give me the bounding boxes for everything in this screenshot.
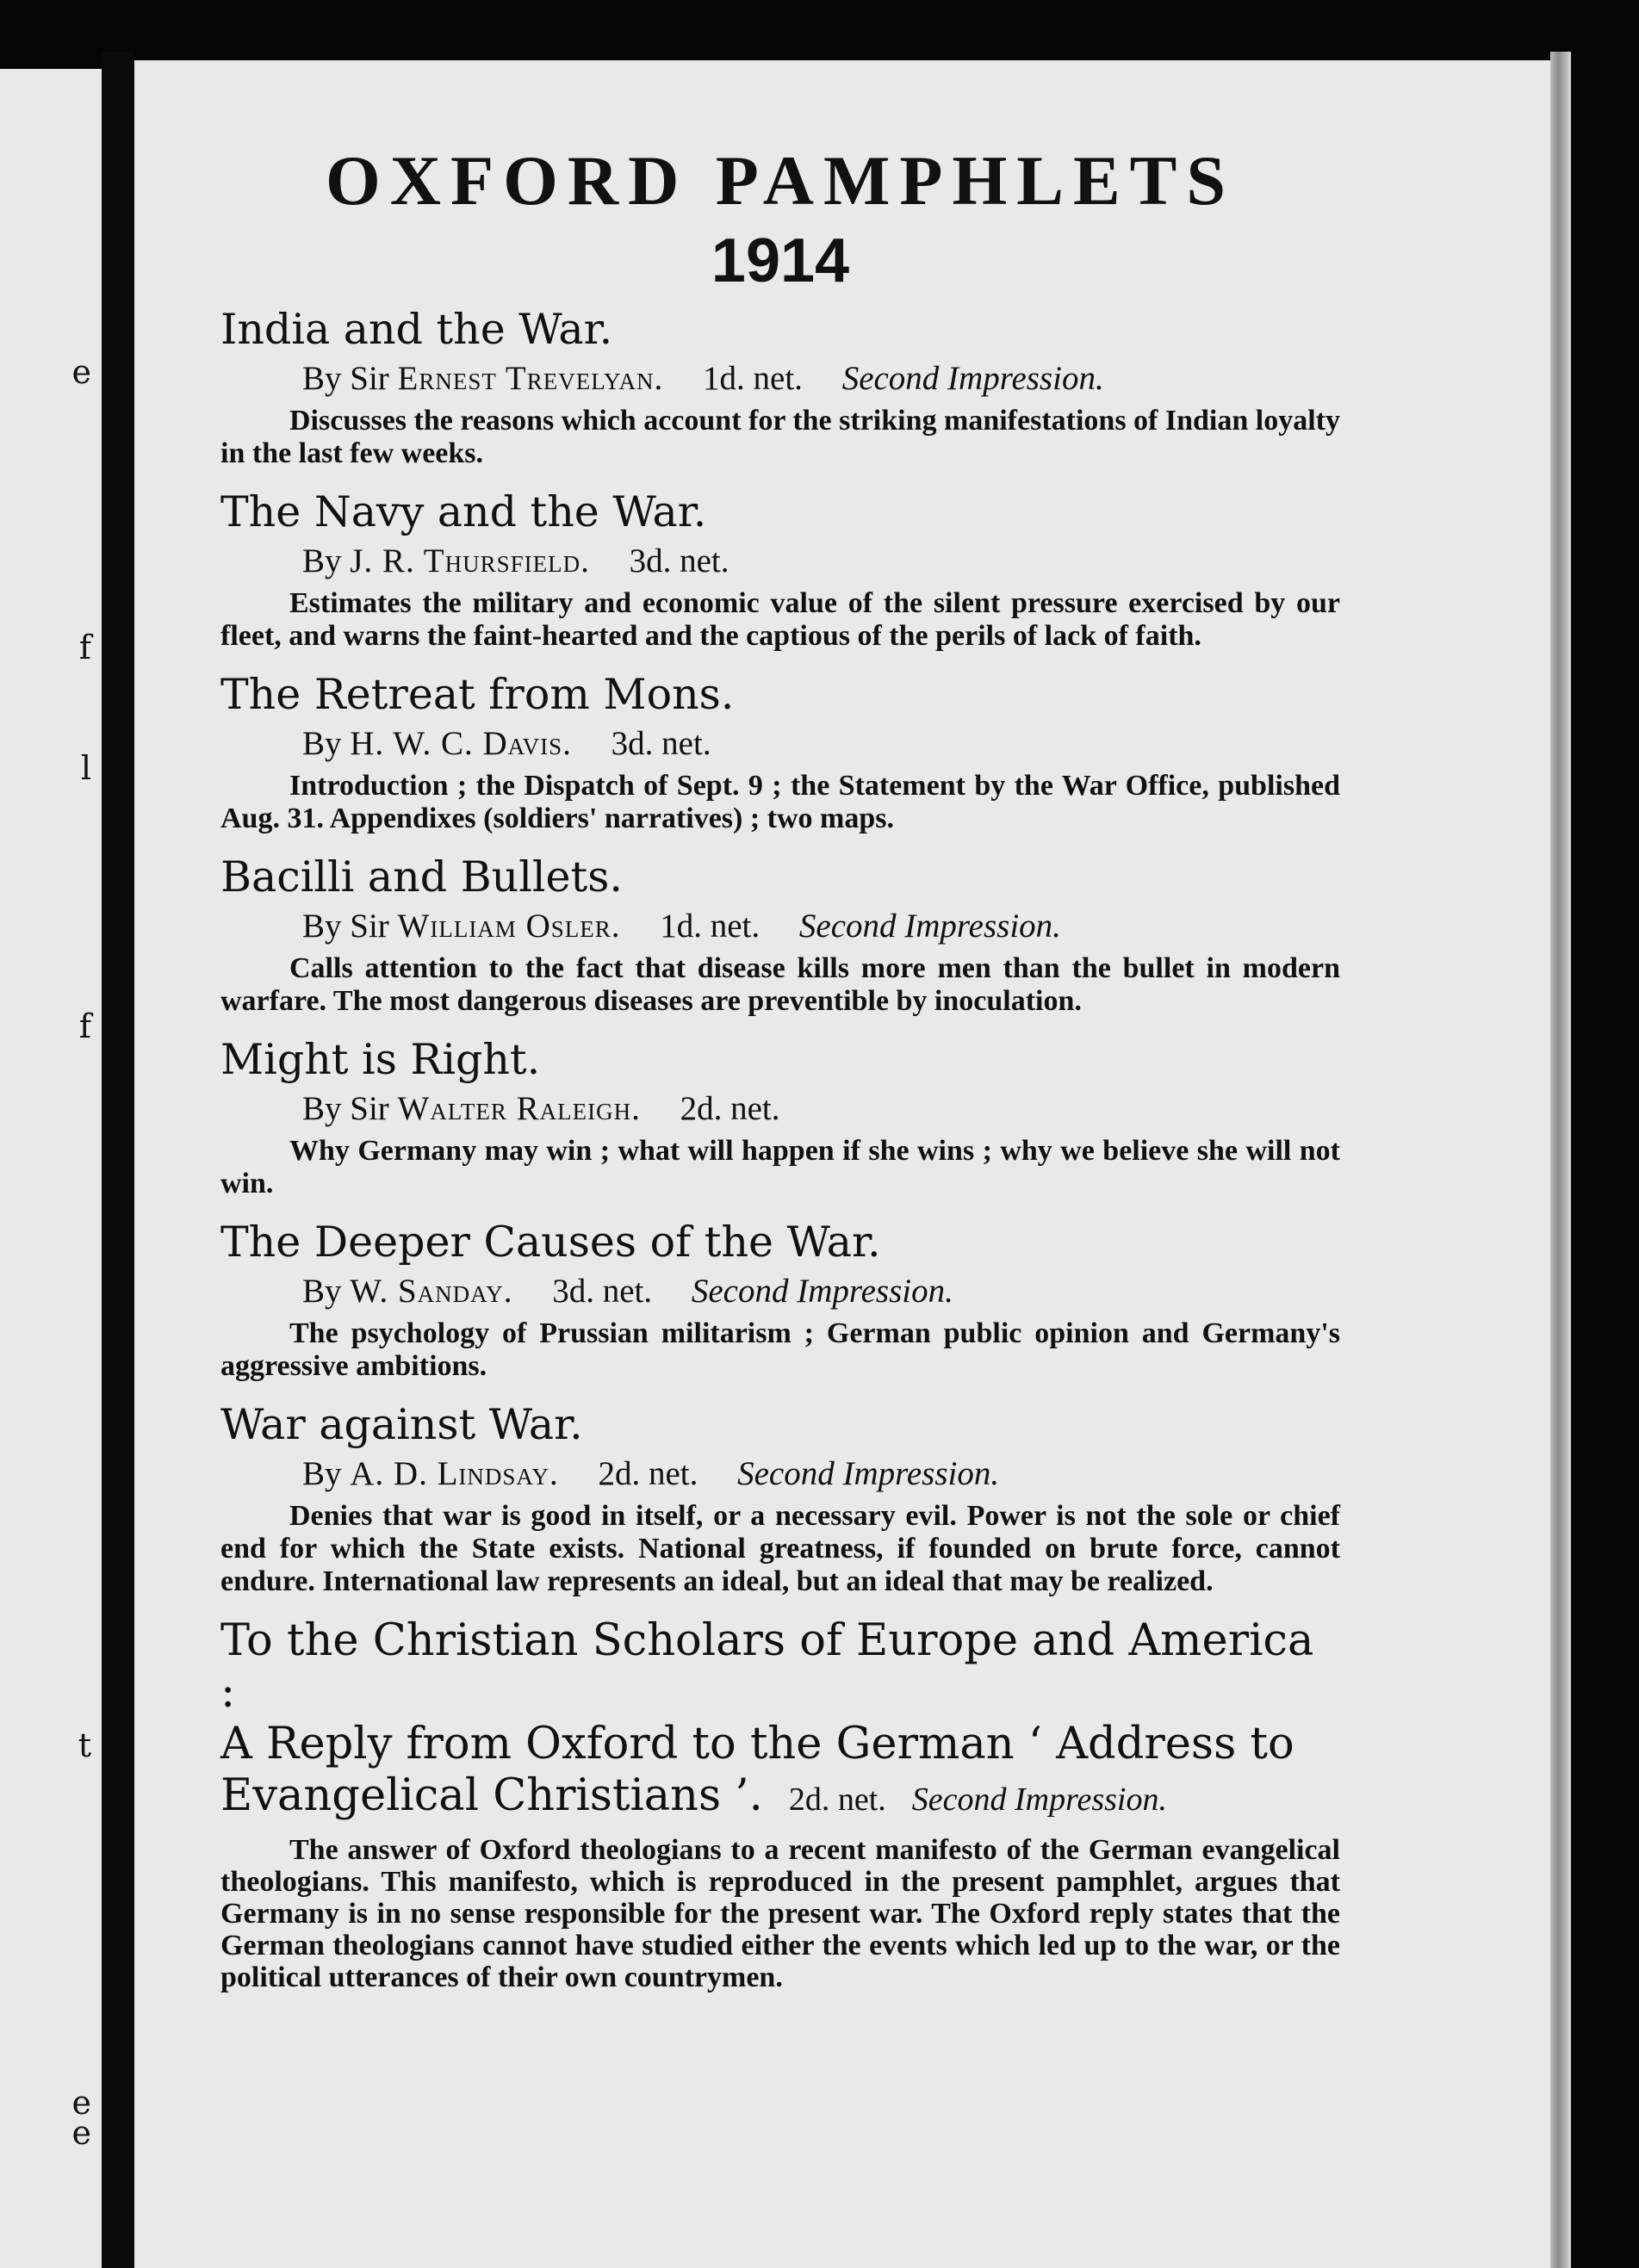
- pamphlet-page: [134, 60, 1561, 2268]
- pamphlet-author: W. Sanday.: [350, 1273, 513, 1310]
- pamphlet-entry: [220, 1035, 1340, 1200]
- book-gutter: [102, 52, 134, 2268]
- pamphlet-entry: [220, 670, 1340, 835]
- pamphlet-byline: [302, 723, 1340, 765]
- byline-prefix: By Sir: [302, 908, 389, 945]
- pamphlet-price: 3d. net.: [629, 542, 729, 579]
- pamphlet-description: Denies that war is good in itself, or a necessary evil. Power is not the sole or chief end for which the State exists. National greatness, if founded on brute force, cannot endure. International law represents an ideal, but an ideal that may be realized.: [220, 1500, 1340, 1597]
- pamphlet-author: A. D. Lindsay.: [350, 1455, 559, 1492]
- pamphlet-price: 3d. net.: [552, 1273, 653, 1310]
- pamphlet-description: Calls attention to the fact that disease kills more men than the bullet in modern warfare. The most dangerous diseases are preventible by inoculation.: [220, 952, 1340, 1017]
- margin-glyph: e: [71, 353, 91, 391]
- page-year: 1914: [711, 226, 850, 295]
- pamphlet-description: Introduction ; the Dispatch of Sept. 9 ; the Statement by the War Office, published Aug. 31. Appendixes (soldiers' narratives) ; two maps.: [220, 770, 1340, 834]
- margin-glyph: t: [78, 1726, 91, 1764]
- pamphlet-entry: [220, 487, 1340, 653]
- pamphlet-title-line: To the Christian Scholars of Europe and America :: [220, 1615, 1314, 1718]
- pamphlet-price: 2d. net.: [598, 1455, 698, 1492]
- pamphlet-impression: Second Impression.: [911, 1782, 1167, 1818]
- pamphlet-author: William Osler.: [397, 908, 621, 945]
- pamphlet-entry: [220, 305, 1340, 470]
- page-title: OXFORD PAMPHLETS: [326, 141, 1235, 220]
- page-edge: [1550, 52, 1571, 2268]
- pamphlet-price: 2d. net.: [788, 1782, 886, 1818]
- pamphlet-description: The psychology of Prussian militarism ; German public opinion and Germany's aggressive ambitions.: [220, 1317, 1340, 1382]
- margin-glyph: f: [78, 629, 91, 666]
- pamphlet-byline: [302, 541, 1340, 582]
- pamphlet-price: 2d. net.: [680, 1090, 780, 1127]
- pamphlet-entry: [220, 1400, 1340, 1598]
- pamphlet-author: J. R. Thursfield.: [350, 542, 590, 579]
- pamphlet-title-line: [220, 1770, 1340, 1825]
- pamphlet-title: Bacilli and Bullets.: [220, 852, 623, 902]
- facing-page-fragment: [0, 69, 102, 2268]
- pamphlet-byline: [302, 906, 1340, 947]
- pamphlet-title-line-text: Evangelical Christians ’.: [220, 1770, 763, 1821]
- pamphlet-price: 3d. net.: [611, 725, 711, 762]
- pamphlet-impression: Second Impression.: [841, 360, 1104, 397]
- pamphlet-title: The Navy and the War.: [220, 487, 707, 536]
- pamphlet-title: The Deeper Causes of the War.: [220, 1218, 881, 1267]
- margin-glyph: e: [71, 2084, 91, 2122]
- pamphlet-impression: Second Impression.: [798, 908, 1061, 945]
- byline-prefix: By Sir: [302, 360, 389, 397]
- byline-prefix: By: [302, 1455, 342, 1492]
- byline-prefix: By Sir: [302, 1090, 389, 1127]
- pamphlet-byline: [302, 1453, 1340, 1495]
- pamphlet-impression: Second Impression.: [691, 1273, 953, 1310]
- pamphlet-title: Might is Right.: [220, 1035, 541, 1084]
- pamphlet-entry: [220, 852, 1340, 1018]
- pamphlet-title: [220, 1615, 1340, 1825]
- margin-glyph: e: [71, 2114, 91, 2152]
- pamphlet-byline: [302, 358, 1340, 400]
- pamphlet-entry-final: [220, 1615, 1340, 1993]
- pamphlet-title: The Retreat from Mons.: [220, 670, 735, 719]
- pamphlet-price: 1d. net.: [703, 360, 803, 397]
- byline-prefix: By: [302, 1273, 342, 1310]
- margin-glyph: f: [78, 1007, 91, 1045]
- pamphlet-description: Estimates the military and economic value of the silent pressure exercised by our fleet, and warns the faint-hearted and the captious of the perils of lack of faith.: [220, 587, 1340, 652]
- pamphlet-byline: [302, 1271, 1340, 1312]
- margin-glyph: l: [80, 749, 91, 787]
- pamphlet-price: 1d. net.: [660, 908, 761, 945]
- pamphlet-author: Ernest Trevelyan.: [397, 360, 664, 397]
- pamphlet-title: War against War.: [220, 1400, 583, 1449]
- pamphlet-description: Discusses the reasons which account for the striking manifestations of Indian loyalty in the last few weeks.: [220, 405, 1340, 469]
- page-content: [220, 138, 1340, 2011]
- pamphlet-description: The answer of Oxford theologians to a recent manifesto of the German evangelical theologians. This manifesto, which is reproduced in the present pamphlet, argues that Germany is in no sense responsible for the present war. The Oxford reply states that the German theologians cannot have studied either the events which led up to the war, or the political utterances of their own countrymen.: [220, 1834, 1340, 1993]
- pamphlet-description: Why Germany may win ; what will happen if she wins ; why we believe she will not win.: [220, 1135, 1340, 1199]
- pamphlet-byline: [302, 1088, 1340, 1130]
- byline-prefix: By: [302, 542, 342, 579]
- pamphlet-title: India and the War.: [220, 305, 613, 354]
- pamphlet-author: H. W. C. Davis.: [350, 725, 572, 762]
- pamphlet-entry: [220, 1218, 1340, 1383]
- pamphlet-author: Walter Raleigh.: [397, 1090, 641, 1127]
- byline-prefix: By: [302, 725, 342, 762]
- pamphlet-title-line: A Reply from Oxford to the German ‘ Address to: [220, 1719, 1294, 1769]
- pamphlet-impression: Second Impression.: [737, 1455, 1000, 1492]
